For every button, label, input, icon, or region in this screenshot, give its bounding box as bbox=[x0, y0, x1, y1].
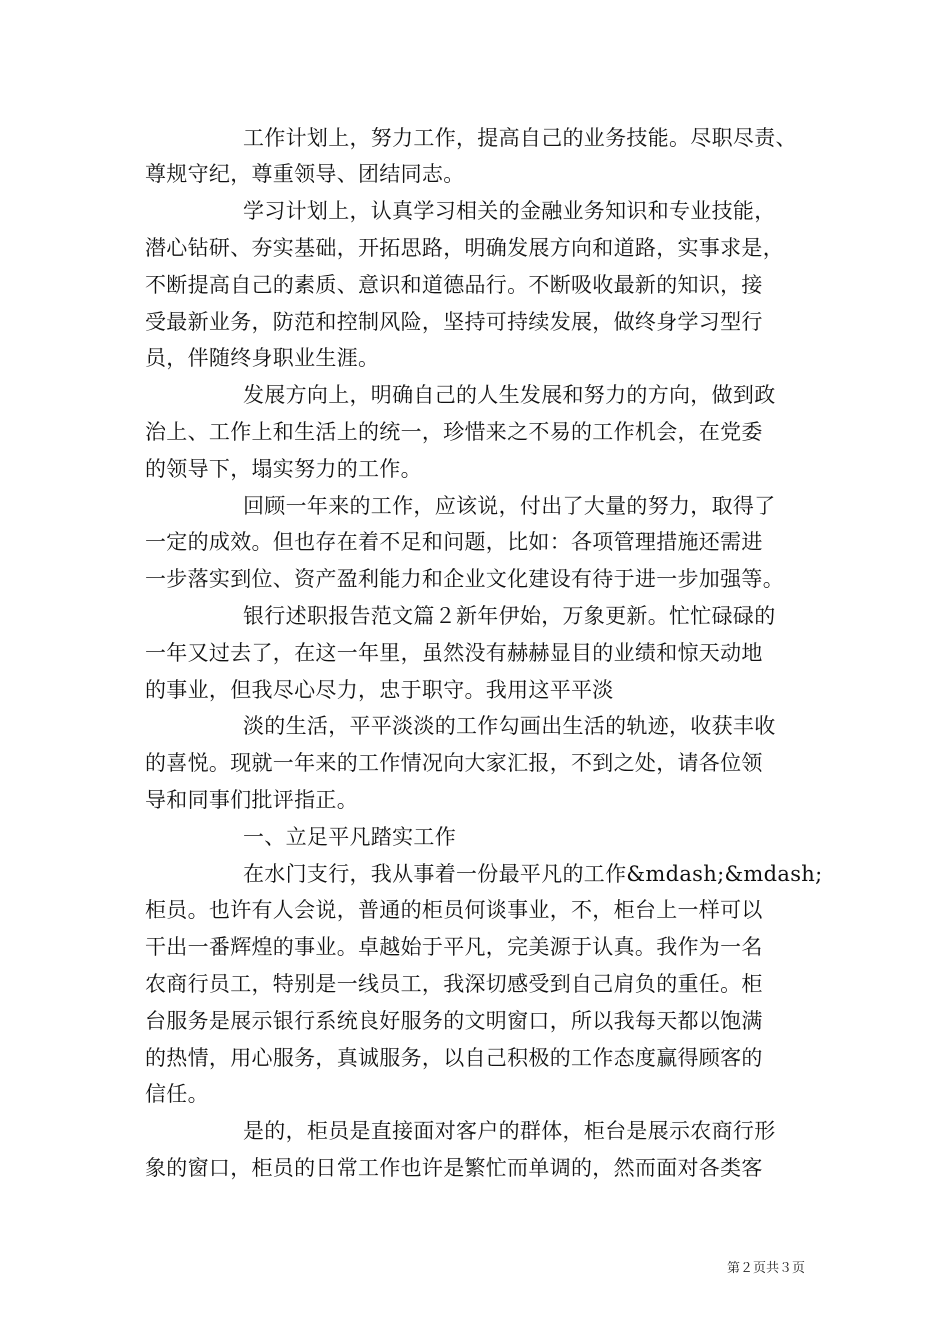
text-line: 信任。 bbox=[145, 1082, 209, 1106]
text-line: 员，伴随终身职业生涯。 bbox=[145, 346, 380, 370]
text-line: 治上、工作上和生活上的统一，珍惜来之不易的工作机会，在党委 bbox=[145, 420, 763, 444]
text-line: 的热情，用心服务，真诚服务，以自己积极的工作态度赢得顾客的 bbox=[145, 1046, 763, 1070]
text-line: 在水门支行，我从事着一份最平凡的工作&mdash;&mdash; bbox=[243, 862, 823, 886]
page-number-footer: 第２页共３页 bbox=[726, 1261, 805, 1276]
section-heading: 一、立足平凡踏实工作 bbox=[243, 825, 456, 849]
text-line: 象的窗口，柜员的日常工作也许是繁忙而单调的，然而面对各类客 bbox=[145, 1156, 763, 1180]
text-line: 导和同事们批评指正。 bbox=[145, 788, 358, 812]
text-line: 的事业，但我尽心尽力，忠于职守。我用这平平淡 bbox=[145, 678, 614, 702]
text-line: 回顾一年来的工作，应该说，付出了大量的努力，取得了 bbox=[243, 494, 776, 518]
text-line: 学习计划上，认真学习相关的金融业务知识和专业技能， bbox=[243, 199, 776, 223]
text-line: 柜员。也许有人会说，普通的柜员何谈事业，不，柜台上一样可以 bbox=[145, 898, 763, 922]
text-line: 的领导下，塌实努力的工作。 bbox=[145, 457, 422, 481]
text-line: 一步落实到位、资产盈利能力和企业文化建设有待于进一步加强等。 bbox=[145, 567, 784, 591]
text-line: 是的，柜员是直接面对客户的群体，柜台是展示农商行形 bbox=[243, 1119, 776, 1143]
text-line: 受最新业务，防范和控制风险，坚持可持续发展，做终身学习型行 bbox=[145, 310, 763, 334]
text-line: 潜心钻研、夯实基础，开拓思路，明确发展方向和道路，实事求是， bbox=[145, 236, 784, 260]
text-line: 不断提高自己的素质、意识和道德品行。不断吸收最新的知识，接 bbox=[145, 273, 763, 297]
text-line: 一年又过去了，在这一年里，虽然没有赫赫显目的业绩和惊天动地 bbox=[145, 641, 763, 665]
text-line: 干出一番辉煌的事业。卓越始于平凡，完美源于认真。我作为一名 bbox=[145, 935, 763, 959]
text-line: 银行述职报告范文篇２新年伊始，万象更新。忙忙碌碌的 bbox=[243, 604, 776, 628]
text-line: 淡的生活，平平淡淡的工作勾画出生活的轨迹，收获丰收 bbox=[243, 714, 776, 738]
text-line: 一定的成效。但也存在着不足和问题，比如：各项管理措施还需进 bbox=[145, 530, 763, 554]
text-line: 工作计划上，努力工作，提高自己的业务技能。尽职尽责、 bbox=[243, 126, 797, 150]
text-line: 农商行员工，特别是一线员工，我深切感受到自己肩负的重任。柜 bbox=[145, 972, 763, 996]
text-line: 发展方向上，明确自己的人生发展和努力的方向，做到政 bbox=[243, 383, 776, 407]
text-line: 尊规守纪，尊重领导、团结同志。 bbox=[145, 162, 465, 186]
text-line: 的喜悦。现就一年来的工作情况向大家汇报，不到之处，请各位领 bbox=[145, 751, 763, 775]
text-line: 台服务是展示银行系统良好服务的文明窗口，所以我每天都以饱满 bbox=[145, 1009, 763, 1033]
